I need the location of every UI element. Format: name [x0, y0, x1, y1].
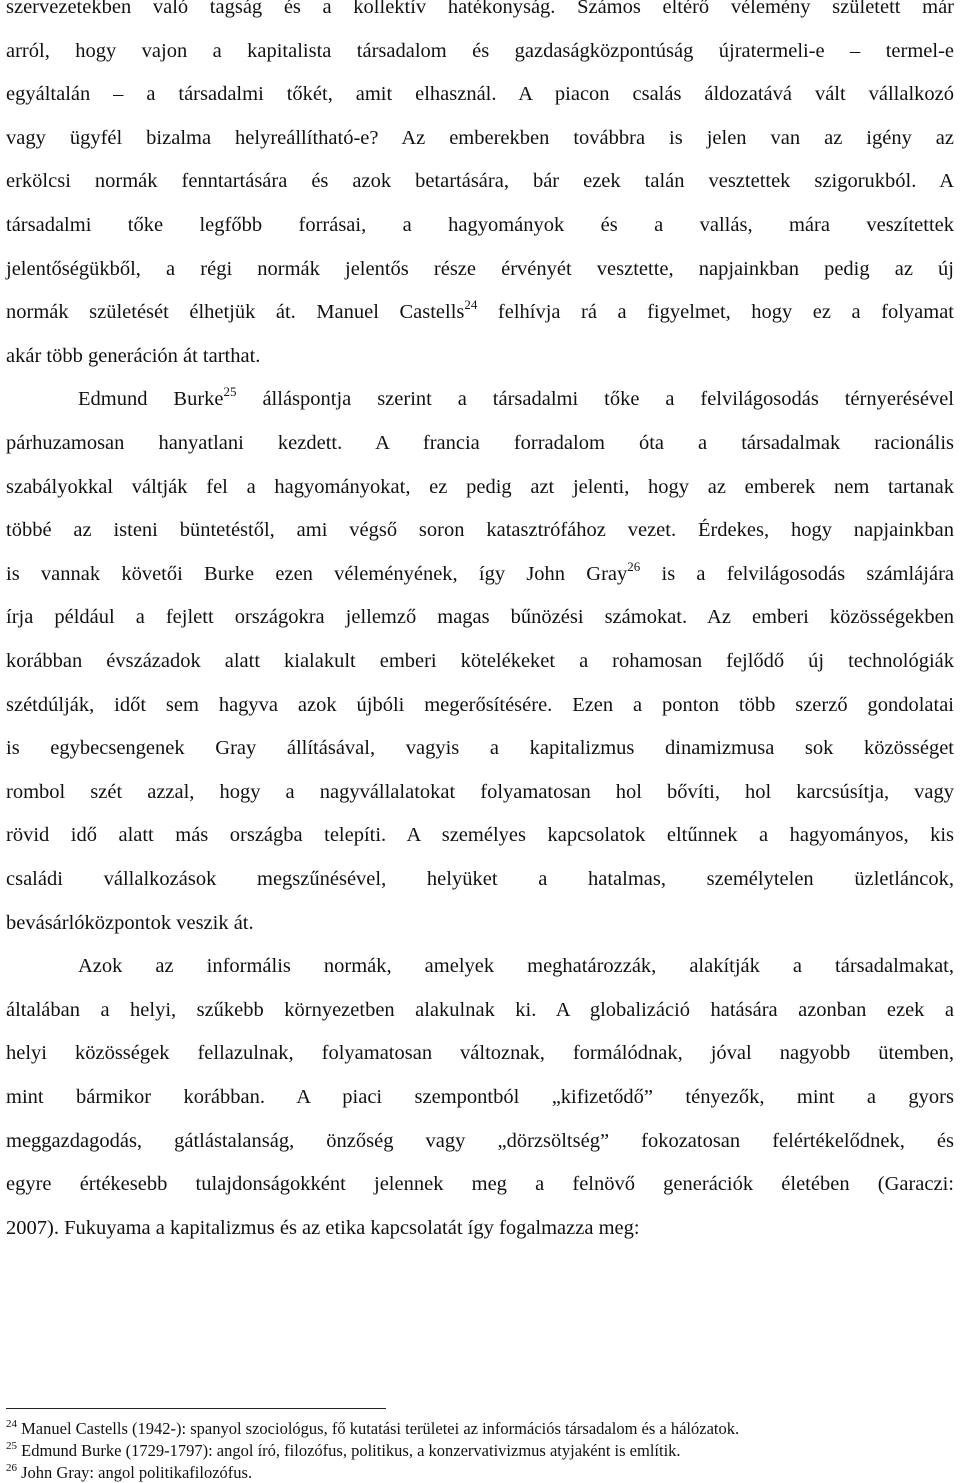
- text-line: [6, 211, 954, 239]
- text-span: Edmund Burke: [78, 388, 224, 411]
- text-line: [6, 37, 954, 65]
- footnote-text: Manuel Castells (1942-): spanyol szociológus, fő kutatási területei az információs társadalom és a hálózatok.: [17, 1419, 740, 1438]
- text-span: arról, hogy vajon a kapitalista társadalom és gazdaságközpontúság újratermeli-e – termel-e: [6, 39, 954, 62]
- text-span: általában a helyi, szűkebb környezetben alakulnak ki. A globalizáció hatására azonban ezek a: [6, 998, 954, 1021]
- text-span: felhívja rá a figyelmet, hogy ez a folyamat: [477, 301, 954, 324]
- text-span: rövid idő alatt más országba telepíti. A személyes kapcsolatok eltűnnek a hagyományos, kis: [6, 824, 954, 847]
- text-span: helyi közösségek fellazulnak, folyamatosan változnak, formálódnak, jóval nagyobb ütemben,: [6, 1042, 954, 1065]
- text-line: [6, 124, 954, 152]
- text-span: 2007). Fukuyama a kapitalizmus és az etika kapcsolatát így fogalmazza meg:: [6, 1216, 640, 1239]
- text-span: családi vállalkozások megszűnésével, helyüket a hatalmas, személytelen üzletláncok,: [6, 868, 954, 890]
- footnote: [6, 1419, 954, 1439]
- text-line: [6, 167, 954, 195]
- text-line: [6, 429, 954, 457]
- text-span: is a felvilágosodás számlájára: [640, 562, 955, 585]
- text-span: többé az isteni büntetéstől, ami végső soron katasztrófához vezet. Érdekes, hogy napjainkban: [6, 519, 954, 542]
- text-span: meggazdagodás, gátlástalanság, önzőség vagy „dörzsöltség” fokozatosan felértékelődnek, és: [6, 1129, 954, 1152]
- text-span: társadalmi tőke legfőbb forrásai, a hagyományok és a vallás, mára veszítettek: [6, 214, 954, 236]
- text-span: bevásárlóközpontok veszik át.: [6, 911, 254, 934]
- footnote-number: 25: [6, 1440, 17, 1452]
- text-span: írja például a fejlett országokra jellemző magas bűnözési számokat. Az emberi közösségekben: [6, 606, 954, 629]
- text-line: [6, 909, 954, 937]
- text-line: [78, 385, 954, 413]
- footnote-number: 24: [6, 1418, 17, 1430]
- text-line: [6, 0, 954, 21]
- text-line: [6, 691, 954, 719]
- text-span: párhuzamosan hanyatlani kezdett. A francia forradalom óta a társadalmak racionális: [6, 432, 954, 454]
- text-line: [6, 342, 954, 370]
- text-line: [6, 1127, 954, 1155]
- footnote: [6, 1441, 954, 1461]
- text-line: [6, 821, 954, 849]
- text-span: erkölcsi normák fenntartására és azok betartására, bár ezek talán vesztettek szigorukból. A: [6, 170, 954, 193]
- text-span: is egybecsengenek Gray állításával, vagyis a kapitalizmus dinamizmusa sok közösséget: [6, 737, 954, 760]
- text-span: Azok az informális normák, amelyek meghatározzák, alakítják a társadalmakat,: [78, 955, 954, 978]
- footnote-text: Edmund Burke (1729-1797): angol író, filozófus, politikus, a konzervativizmus atyjaként is említik.: [17, 1441, 681, 1460]
- text-line: [6, 778, 954, 806]
- text-line: [6, 516, 954, 544]
- text-line: [6, 1039, 954, 1067]
- footnote-separator: [6, 1408, 386, 1409]
- text-line: [6, 603, 954, 631]
- footnote-reference: 24: [464, 297, 478, 313]
- text-line: [6, 1083, 954, 1111]
- text-span: korábban évszázadok alatt kialakult emberi kötelékeket a rohamosan fejlődő új technológiák: [6, 650, 954, 672]
- text-span: szabályokkal váltják fel a hagyományokat, ez pedig azt jelenti, hogy az emberek nem tartanak: [6, 475, 954, 498]
- text-line: [78, 952, 954, 980]
- footnote-reference: 25: [223, 384, 237, 400]
- text-line: [6, 734, 954, 762]
- text-line: [6, 80, 954, 108]
- text-line: [6, 865, 954, 893]
- text-line: [6, 1170, 954, 1198]
- footnote: [6, 1463, 954, 1483]
- text-line: [6, 255, 954, 283]
- footnote-number: 26: [6, 1462, 17, 1474]
- text-line: [6, 647, 954, 675]
- text-span: egyáltalán – a társadalmi tőkét, amit elhasznál. A piacon csalás áldozatává vált vállalkozó: [6, 83, 954, 106]
- text-span: álláspontja szerint a társadalmi tőke a felvilágosodás térnyerésével: [236, 388, 954, 411]
- text-span: mint bármikor korábban. A piaci szempontból „kifizetődő” tényezők, mint a gyors: [6, 1086, 954, 1108]
- text-span: vagy ügyfél bizalma helyreállítható-e? Az emberekben továbbra is jelen van az igény az: [6, 126, 954, 149]
- text-span: normák születését élhetjük át. Manuel Castells: [6, 301, 465, 324]
- text-span: szervezetekben való tagság és a kollektív hatékonyság. Számos eltérő vélemény született már: [6, 0, 954, 18]
- text-span: rombol szét azzal, hogy a nagyvállalatokat folyamatosan hol bővíti, hol karcsúsítja, vagy: [6, 780, 954, 803]
- text-line: [6, 1214, 954, 1242]
- text-span: akár több generáción át tarthat.: [6, 344, 261, 367]
- footnote-reference: 26: [627, 558, 641, 574]
- text-span: szétdúlják, időt sem hagyva azok újbóli megerősítésére. Ezen a ponton több szerző gondolatai: [6, 693, 954, 716]
- text-span: jelentőségükből, a régi normák jelentős része érvényét vesztette, napjainkban pedig az új: [6, 257, 954, 280]
- text-line: [6, 996, 954, 1024]
- text-span: egyre értékesebb tulajdonságokként jelennek meg a felnövő generációk életében (Garaczi:: [6, 1173, 954, 1196]
- text-span: is vannak követői Burke ezen véleményének, így John Gray: [6, 562, 628, 585]
- text-line: [6, 560, 954, 588]
- text-line: [6, 473, 954, 501]
- footnote-text: John Gray: angol politikafilozófus.: [17, 1463, 253, 1482]
- text-line: [6, 298, 954, 326]
